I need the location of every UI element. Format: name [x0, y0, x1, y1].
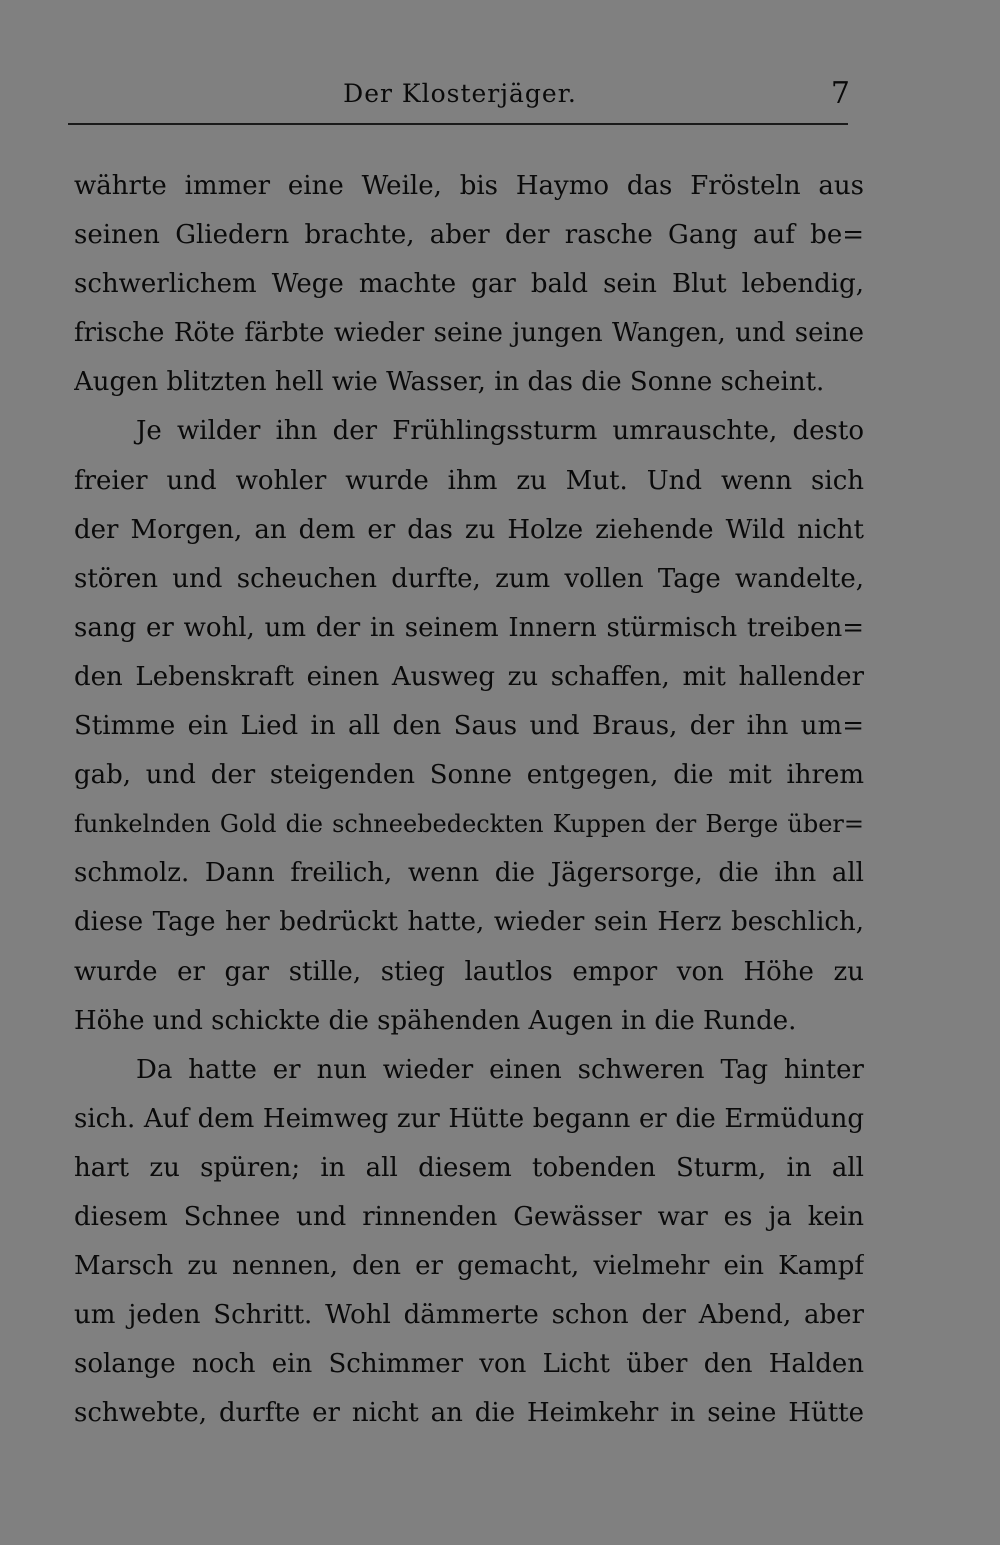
text-line: hart zu spüren; in all diesem tobenden Sturm, in all	[74, 1152, 864, 1183]
text-line: diese Tage her bedrückt hatte, wieder sein Herz beschlich,	[74, 907, 864, 938]
text-line: schwebte, durfte er nicht an die Heimkehr in seine Hütte	[74, 1398, 864, 1429]
text-line: diesem Schnee und rinnenden Gewässer war es ja kein	[74, 1201, 864, 1232]
text-line: um jeden Schritt. Wohl dämmerte schon der Abend, aber	[74, 1300, 864, 1331]
running-head	[70, 74, 850, 114]
text-line: Höhe und schickte die spähenden Augen in die Runde.	[74, 1005, 797, 1036]
text-line: stören und scheuchen durfte, zum vollen Tage wandelte,	[74, 563, 864, 594]
text-line: Je wilder ihn der Frühlingssturm umrauschte, desto	[136, 416, 864, 447]
text-line: freier und wohler wurde ihm zu Mut. Und wenn sich	[74, 465, 864, 496]
text-line: solange noch ein Schimmer von Licht über den Halden	[74, 1349, 864, 1380]
page-number: 7	[830, 76, 850, 111]
text-line: Da hatte er nun wieder einen schweren Tag hinter	[136, 1054, 864, 1085]
text-line: wurde er gar stille, stieg lautlos empor von Höhe zu	[74, 956, 864, 987]
text-line: funkelnden Gold die schneebedeckten Kuppen der Berge über=	[74, 810, 864, 839]
body-text	[74, 162, 864, 1438]
text-line: Augen blitzten hell wie Wasser, in das die Sonne scheint.	[74, 367, 825, 398]
header-rule	[68, 123, 848, 125]
text-line: gab, und der steigenden Sonne entgegen, die mit ihrem	[74, 760, 864, 791]
running-title: Der Klosterjäger.	[343, 79, 577, 108]
text-line: der Morgen, an dem er das zu Holze ziehende Wild nicht	[74, 514, 864, 545]
text-line: schwerlichem Wege machte gar bald sein Blut lebendig,	[74, 269, 864, 300]
text-line: sang er wohl, um der in seinem Innern stürmisch treiben=	[74, 612, 864, 643]
text-line: währte immer eine Weile, bis Haymo das Frösteln aus	[74, 171, 864, 201]
text-line: frische Röte färbte wieder seine jungen Wangen, und seine	[74, 318, 864, 349]
text-line: den Lebenskraft einen Ausweg zu schaffen, mit hallender	[74, 661, 864, 692]
text-line: schmolz. Dann freilich, wenn die Jägersorge, die ihn all	[74, 858, 864, 889]
text-line: sich. Auf dem Heimweg zur Hütte begann er die Ermüdung	[74, 1103, 864, 1134]
text-line: seinen Gliedern brachte, aber der rasche Gang auf be=	[74, 220, 864, 251]
text-line: Stimme ein Lied in all den Saus und Braus, der ihn um=	[74, 711, 864, 742]
text-line: Marsch zu nennen, den er gemacht, vielmehr ein Kampf	[74, 1251, 864, 1282]
